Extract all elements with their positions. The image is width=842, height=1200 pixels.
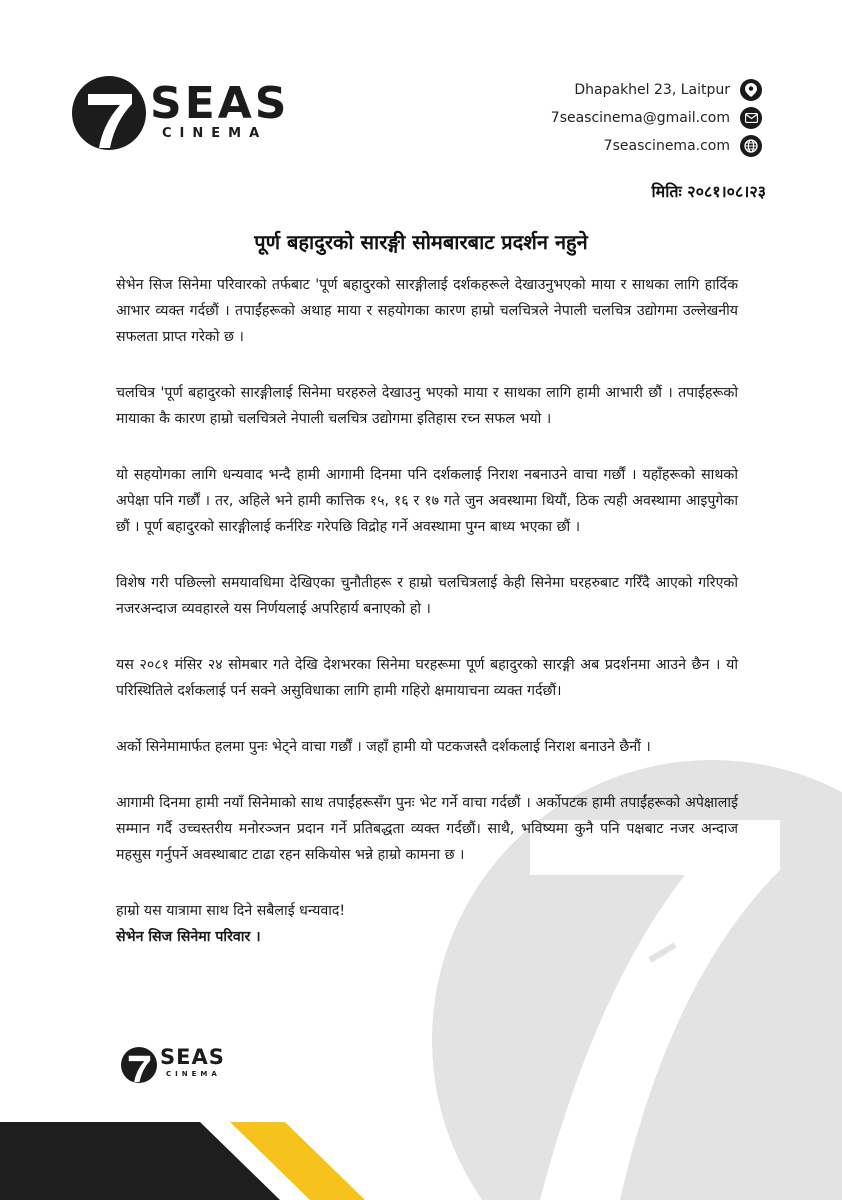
website-text[interactable]: 7seascinema.com <box>603 138 730 154</box>
email-text[interactable]: 7seascinema@gmail.com <box>550 110 730 126</box>
letter-body <box>116 272 738 950</box>
bottom-stripes <box>0 1110 842 1200</box>
address-text: Dhapakhel 23, Laitpur <box>574 82 730 98</box>
logo-seven-icon <box>70 74 148 152</box>
paragraph: चलचित्र 'पूर्ण बहादुरको सारङ्गीलाई सिनेमा घरहरुले देखाउनु भएको माया र साथका लागि हामी आभारी छौं । तपाईंहरूको मायाका कै कारण हाम्रो चलचित्रले नेपाली चलचित्र उद्योगमा इतिहास रच्न सफल भयो । <box>116 385 738 427</box>
globe-icon <box>740 135 762 157</box>
logo-subtitle: CINEMA <box>162 126 268 141</box>
logo-wordmark: SEAS <box>150 78 290 129</box>
paragraph: यस २०८१ मंसिर २४ सोमबार गते देखि देशभरका सिनेमा घरहरूमा पूर्ण बहादुरको सारङ्गी अब प्रदर्शनमा आउने छैन । यो परिस्थितिले दर्शकलाई पर्न सक्ने असुविधाका लागि हामी गहिरो क्षमायाचना व्यक्त गर्दछौं। <box>116 657 738 699</box>
closing-thanks: हाम्रो यस यात्रामा साथ दिने सबैलाई धन्यवाद! <box>116 903 346 919</box>
small-logo-subtitle: CINEMA <box>166 1070 221 1078</box>
location-pin-icon <box>740 79 762 101</box>
paragraph: विशेष गरी पछिल्लो समयावधिमा देखिएका चुनौतीहरू र हाम्रो चलचित्रलाई केही सिनेमा घरहरुबाट गरिँदै आएको गरिएको नजरअन्दाज व्यवहारले यस निर्णयलाई अपरिहार्य बनाएको हो । <box>116 575 738 617</box>
contact-email <box>551 104 762 132</box>
contact-address <box>551 76 762 104</box>
contact-block <box>551 76 762 160</box>
closing-signature: सेभेन सिज सिनेमा परिवार । <box>116 929 261 945</box>
brand-logo <box>70 72 300 156</box>
signature-logo <box>120 1044 240 1086</box>
letter-date: मितिः २०८१।०८।२३ <box>651 182 766 201</box>
paragraph: सेभेन सिज सिनेमा परिवारको तर्फबाट 'पूर्ण बहादुरको सारङ्गीलाई दर्शकहरूले देखाउनुभएको माया र साथका लागि हार्दिक आभार व्यक्त गर्दछौं । तपाईंहरूको अथाह माया र सहयोगका कारण हाम्रो चलचित्रले नेपाली चलचित्र उद्योगमा उल्लेखनीय सफलता प्राप्त गरेको छ । <box>116 277 738 345</box>
paragraph: अर्को सिनेमामार्फत हलमा पुनः भेट्ने वाचा गर्छौं । जहाँ हामी यो पटकजस्तै दर्शकलाई निराश बनाउने छैनौं । <box>116 739 651 755</box>
small-logo-seven-icon <box>120 1046 158 1084</box>
contact-website <box>551 132 762 160</box>
small-logo-wordmark: SEAS <box>160 1045 225 1069</box>
paragraph: आगामी दिनमा हामी नयाँ सिनेमाको साथ तपाईंहरूसँग पुनः भेट गर्ने वाचा गर्दछौं । अर्कोपटक हामी तपाईंहरूको अपेक्षालाई सम्मान गर्दै उच्चस्तरीय मनोरञ्जन प्रदान गर्ने प्रतिबद्धता व्यक्त गर्दछौं। साथै, भविष्यमा कुनै पनि पक्षबाट नजर अन्दाज महसुस गर्नुपर्ने अवस्थाबाट टाढा रहन सकियोस भन्ने हाम्रो कामना छ । <box>116 795 738 863</box>
mail-icon <box>740 107 762 129</box>
paragraph: यो सहयोगका लागि धन्यवाद भन्दै हामी आगामी दिनमा पनि दर्शकलाई निराश नबनाउने वाचा गर्छौं । यहाँहरूको साथको अपेक्षा पनि गर्छौं । तर, अहिले भने हामी कात्तिक १५, १६ र १७ गते जुन अवस्थामा थियौं, ठिक त्यही अवस्थामा आइपुगेका छौं । पूर्ण बहादुरको सारङ्गीलाई कर्नरिङ गरेपछि विद्रोह गर्ने अवस्थामा पुग्न बाध्य भएका छौं । <box>116 467 738 535</box>
letter-title: पूर्ण बहादुरको सारङ्गी सोमबारबाट प्रदर्शन नहुने <box>254 230 588 254</box>
